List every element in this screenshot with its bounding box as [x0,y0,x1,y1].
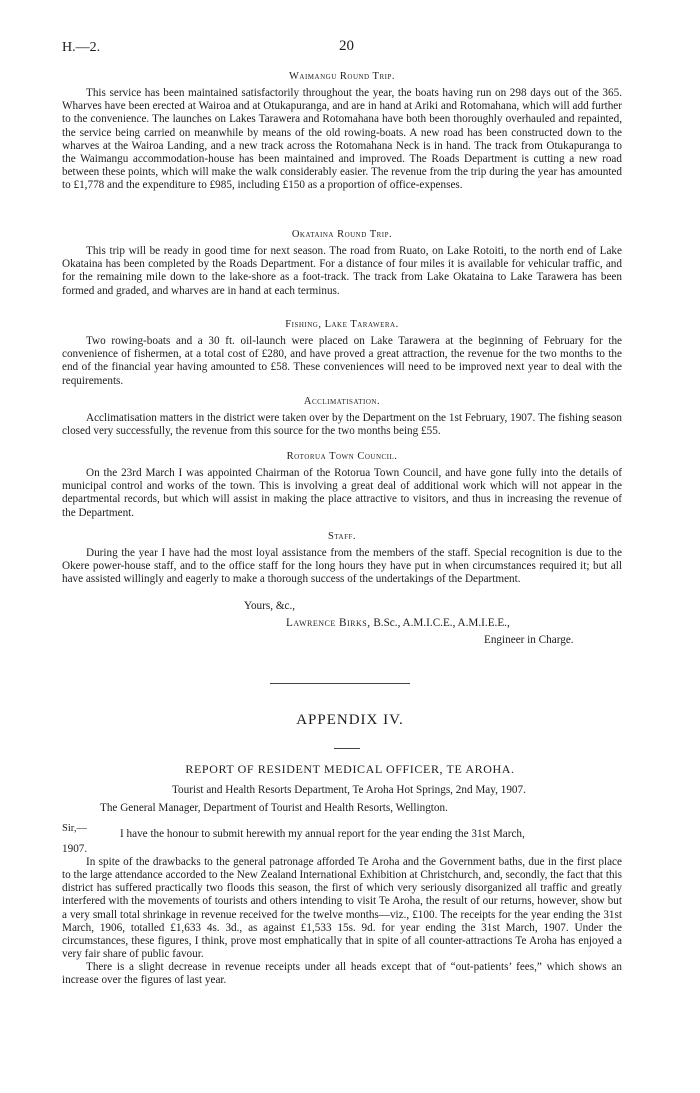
section-heading: Staff. [327,531,357,542]
dateline: Tourist and Health Resorts Department, Te Aroha Hot Springs, 2nd May, 1907. [172,784,526,796]
section-okataina [62,228,622,298]
opening-line-continued: 1907. [62,843,88,855]
appendix-title: APPENDIX IV. [296,712,404,728]
body-paragraph: There is a slight decrease in revenue receipts under all heads except that of “out-patients’ fees,” which shows an increase over the figures of last year. [62,961,622,987]
section-paragraph: Two rowing-boats and a 30 ft. oil-launch were placed on Lake Tarawera at the beginning of February for the convenience of fishermen, at a total cost of £280, and have proved a great attraction, the revenue for the two months to the end of the financial year having amounted to £58. These conveniences will need to be improved next year to deal with the requirements. [62,335,622,387]
section-rotorua-town-council [62,450,622,520]
page-number: 20 [339,38,354,54]
section-acclimatisation [62,395,622,438]
signatory-name: Lawrence Birks, [286,617,371,629]
section-paragraph: This service has been maintained satisfactorily throughout the year, the boats having run on 298 days out of the 365. Wharves have been erected at Wairoa and at Otukapuranga, and are in hand at Ariki and Rotomahana, which will add further to the convenience. The launches on Lakes Tarawera and Rotomahana have both been thoroughly overhauled and repainted, the service being carried on meanwhile by means of the old rowing-boats. A new road has been constructed down to the wharves at the Wairoa Landing, and a new track across the Rotomahana Neck is in hand. The track from Otukapuranga to the Waimangu accommodation-house has been maintained and improved. The Roads Department is cutting a new road between these points, which will make the walk considerably easier. The revenue from the trip during the year has amounted to £1,778 and the expenditure to £985, including £150 as a proportion of office-expenses. [62,87,622,192]
opening-line: I have the honour to submit herewith my annual report for the year ending the 31st March, [120,828,525,840]
addressee: The General Manager, Department of Tourist and Health Resorts, Wellington. [100,802,448,814]
body-paragraph: In spite of the drawbacks to the general patronage afforded Te Aroha and the Government baths, due in the first place to the large attendance accorded to the New Zealand International Exhibition at Christchurch, and, secondly, the fact that this district has suffered practically two floods this season, the first of which very seriously disorganized all traffic and greatly interfered with the movements of tourists and others intending to visit Te Aroha, the result of our returns, however, show but a very small total shrinkage in revenue received for the twelve months—viz., £100. The receipts for the year ending the 31st March, 1906, totalled £1,633 4s. 3d., as against £1,533 15s. 9d. for year ending the 31st March, 1907. Under the circumstances, these figures, I think, prove most emphatically that in spite of all counter-attractions Te Aroha has enjoyed a very fair share of public favour. [62,856,622,961]
signatory-title: Engineer in Charge. [484,634,574,646]
salutation: Sir,— [62,823,87,834]
section-waimangu [62,70,622,192]
report-title: REPORT OF RESIDENT MEDICAL OFFICER, TE AROHA. [185,762,515,776]
closing: Yours, &c., [244,600,296,612]
section-staff [62,530,622,587]
section-heading: Okataina Round Trip. [291,229,393,240]
appendix-body [62,856,622,988]
signatory-qualifications: B.Sc., A.M.I.C.E., A.M.I.E.E., [373,617,510,629]
section-paragraph: Acclimatisation matters in the district were taken over by the Department on the 1st February, 1907. The fishing season closed very successfully, the revenue from this source for the two months being £55. [62,412,622,438]
signature-line [286,617,510,629]
document-reference: H.—2. [62,40,101,55]
section-heading: Rotorua Town Council. [286,451,398,462]
section-paragraph: This trip will be ready in good time for next season. The road from Ruato, on Lake Rotoiti, to the north end of Lake Okataina has been completed by the Roads Department. For a distance of four miles it is available for vehicular traffic, and for the remaining mile down to the lake-shore as a foot-track. The track from Lake Okataina to Lake Tarawera has been formed and graded, and wharves are in hand at each terminus. [62,245,622,297]
section-paragraph: During the year I have had the most loyal assistance from the members of the staff. Special recognition is due to the Okere power-house staff, and to the office staff for the long hours they have put in when circumstances required it; but all have assisted willingly and eagerly to make a thorough success of the undertakings of the Department. [62,547,622,586]
title-divider [334,748,360,749]
section-paragraph: On the 23rd March I was appointed Chairman of the Rotorua Town Council, and have gone fully into the details of municipal control and works of the town. This is involving a great deal of additional work which will not appear in the departmental records, but which will assist in making the place attractive to visitors, and thus in increasing the revenue of the Department. [62,467,622,519]
section-heading: Acclimatisation. [303,396,381,407]
section-heading: Fishing, Lake Tarawera. [285,319,399,330]
section-fishing [62,318,622,388]
section-divider [270,683,410,684]
section-heading: Waimangu Round Trip. [289,71,395,82]
